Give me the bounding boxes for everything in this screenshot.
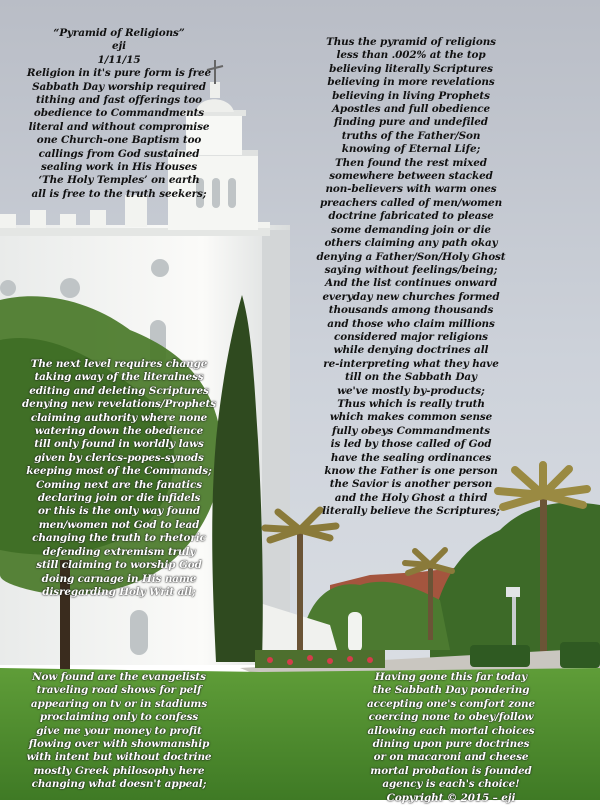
poem-line: changing what doesn't appeal; bbox=[31, 778, 207, 791]
poem-line: Thus which is really truth bbox=[337, 397, 485, 410]
poem-line: Thus the pyramid of religions bbox=[326, 36, 496, 48]
poem-line: denying new revelations/Prophets bbox=[22, 398, 216, 411]
poem-line: traveling road shows for pelf bbox=[36, 684, 202, 697]
poem-title: “Pyramid of Religions” bbox=[53, 27, 185, 39]
poem-line: Coming next are the fanatics bbox=[36, 478, 202, 491]
poem-line: believing literally Scriptures bbox=[329, 62, 493, 75]
poem-line: dining upon pure doctrines bbox=[372, 738, 530, 751]
poem-line: finding pure and undefiled bbox=[334, 116, 488, 129]
poem-line: some demanding join or die bbox=[331, 223, 491, 236]
poem-line: knowing of Eternal Life; bbox=[341, 143, 481, 156]
poem-author: eji bbox=[111, 40, 127, 53]
poem-line: obedience to Commandments bbox=[33, 107, 205, 120]
poem-line: doing carnage in His name bbox=[41, 572, 197, 585]
flower-bed bbox=[255, 650, 385, 668]
poem-line: saying without feelings/being; bbox=[324, 263, 498, 276]
poem-line: literally believe the Scriptures; bbox=[322, 505, 500, 518]
poem-column-top-left bbox=[8, 27, 230, 201]
poem-line: doctrine fabricated to please bbox=[328, 210, 494, 223]
poem-line: appearing on tv or in stadiums bbox=[30, 697, 208, 710]
poem-line: claiming authority where none bbox=[30, 411, 208, 424]
poem-line: non-believers with warm ones bbox=[325, 183, 497, 196]
poem-line: Sabbath Day worship required bbox=[32, 80, 206, 93]
poem-line: ‘The Holy Temples’ on earth bbox=[38, 174, 200, 187]
poem-column-middle-left bbox=[8, 358, 230, 599]
poem-line: believing in living Prophets bbox=[332, 89, 490, 102]
poem-line: truths of the Father/Son bbox=[341, 129, 481, 142]
poem-line: denying a Father/Son/Holy Ghost bbox=[316, 250, 506, 263]
poem-line: considered major religions bbox=[334, 330, 488, 343]
poem-column-bottom-left bbox=[8, 671, 230, 792]
poem-line: Then found the rest mixed bbox=[335, 156, 487, 169]
poem-line: have the sealing ordinances bbox=[330, 451, 492, 464]
poem-line: Having gone this far today bbox=[374, 671, 528, 683]
poem-line: editing and deleting Scriptures bbox=[29, 384, 209, 397]
poem-line: defending extremism truly bbox=[42, 545, 196, 558]
poem-line: Apostles and full obedience bbox=[331, 103, 491, 116]
poem-line: or on macaroni and cheese bbox=[373, 751, 529, 764]
poem-line: proclaiming only to confess bbox=[39, 711, 199, 724]
poem-line: coercing none to obey/follow bbox=[368, 711, 534, 724]
poem-date: 1/11/15 bbox=[97, 53, 141, 66]
poem-line: which makes common sense bbox=[329, 411, 493, 424]
poem-line: allowing each mortal choices bbox=[367, 724, 535, 737]
poem-line: men/women not God to lead bbox=[38, 518, 200, 531]
poem-line: everyday new churches formed bbox=[322, 290, 500, 303]
poem-line: thousands among thousands bbox=[328, 304, 494, 317]
poem-line: declaring join or die infidels bbox=[37, 492, 201, 505]
poem-line: Religion in it's pure form is free bbox=[26, 67, 212, 80]
poem-line: watering down the obedience bbox=[34, 425, 204, 438]
poem-line: flowing over with showmanship bbox=[28, 738, 210, 751]
poem-line: literal and without compromise bbox=[28, 120, 210, 133]
poem-line: we've mostly by-products; bbox=[337, 384, 485, 397]
poem-column-bottom-right bbox=[340, 671, 562, 805]
poem-line: accepting one's comfort zone bbox=[367, 697, 535, 710]
poem-line: the Savior is another person bbox=[329, 478, 493, 491]
poem-line: till only found in worldly laws bbox=[34, 438, 204, 451]
poem-line: one Church-one Baptism too bbox=[36, 134, 202, 147]
poem-line: disregarding Holy Writ all; bbox=[42, 585, 196, 598]
poem-line: given by clerics-popes-synods bbox=[34, 451, 204, 464]
poem-line: re-interpreting what they have bbox=[323, 357, 499, 370]
poem-line: while denying doctrines all bbox=[333, 344, 489, 357]
poem-line: others claiming any path okay bbox=[324, 237, 498, 250]
poem-line: changing the truth to rhetoric bbox=[32, 532, 206, 545]
poem-line: and the Holy Ghost a third bbox=[334, 491, 488, 504]
poem-line: give me your money to profit bbox=[36, 724, 202, 737]
poem-line: fully obeys Commandments bbox=[331, 424, 491, 437]
poem-line: all is free to the truth seekers; bbox=[31, 187, 207, 200]
poem-line: And the list continues onward bbox=[325, 277, 497, 290]
copyright: Copyright © 2015 – eji bbox=[386, 791, 516, 804]
poem-line: keeping most of the Commands; bbox=[26, 465, 212, 478]
poem-line: sealing work in His Houses bbox=[40, 161, 198, 174]
poem-line: till on the Sabbath Day bbox=[345, 371, 477, 384]
poem-line: mortal probation is founded bbox=[370, 764, 532, 777]
poem-line: the Sabbath Day pondering bbox=[372, 684, 530, 697]
poem-line: mostly Greek philosophy here bbox=[33, 764, 205, 777]
poem-line: Now found are the evangelists bbox=[32, 671, 206, 683]
poem-line: is led by those called of God bbox=[330, 438, 492, 451]
poem-line: somewhere between stacked bbox=[329, 170, 493, 183]
poem-line: tithing and fast offerings too bbox=[36, 94, 202, 107]
poem-line: less than .002% at the top bbox=[336, 49, 486, 62]
poem-line: or this is the only way found bbox=[37, 505, 201, 518]
poem-line: and those who claim millions bbox=[327, 317, 495, 330]
poem-line: with intent but without doctrine bbox=[26, 751, 212, 764]
poem-line: agency is each's choice! bbox=[382, 778, 520, 791]
poem-line: The next level requires change bbox=[30, 358, 208, 370]
poem-line: know the Father is one person bbox=[324, 465, 498, 477]
poem-line: still claiming to worship God bbox=[36, 559, 202, 572]
temple-shadow bbox=[262, 230, 290, 660]
poem-line: believing in more revelations bbox=[327, 76, 495, 89]
poem-line: callings from God sustained bbox=[38, 147, 200, 160]
poem-line: preachers called of men/women bbox=[319, 196, 503, 209]
poem-column-top-right bbox=[300, 36, 522, 519]
poem-line: taking away of the literalness bbox=[34, 371, 204, 384]
